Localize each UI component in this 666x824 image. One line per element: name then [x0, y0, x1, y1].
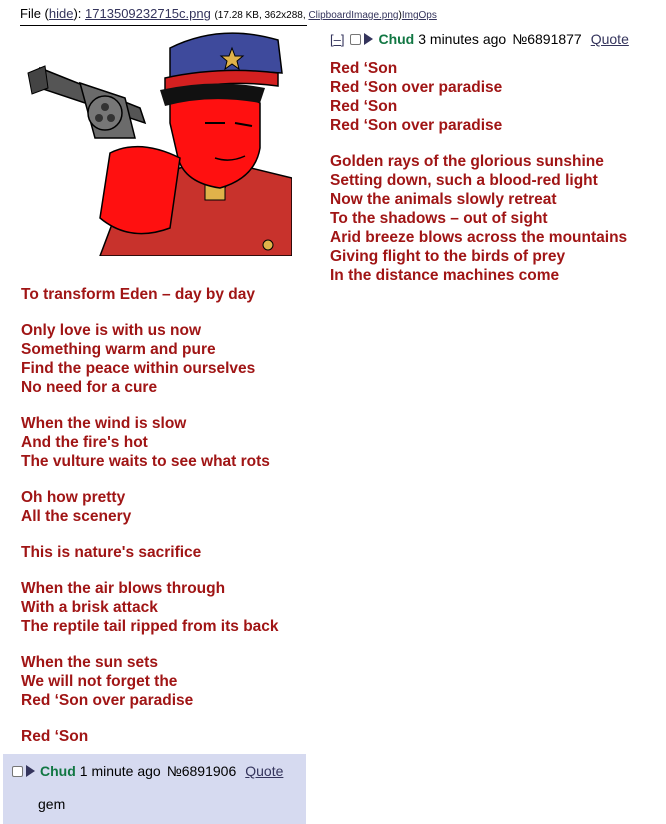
reply-number[interactable]: №6891906	[166, 763, 237, 779]
stanza	[21, 727, 279, 746]
reply-poster-name: Chud	[40, 763, 76, 779]
verse-line: And the fire's hot	[21, 434, 148, 451]
verse-line: When the sun sets	[21, 654, 158, 671]
file-info: File (hide): 1713509232715c.png (17.28 KB, 362x288, ClipboardImage.png)ImgOps	[20, 6, 437, 21]
stanza	[21, 488, 279, 526]
file-label: File (	[20, 6, 49, 21]
verse-line: To transform Eden – day by day	[21, 286, 255, 303]
verse-line: No need for a cure	[21, 379, 158, 396]
reply-header	[12, 763, 283, 779]
verse-line: Red ‘Son over paradise	[330, 79, 503, 96]
imgops-link[interactable]: ImgOps	[401, 10, 437, 21]
verse-line: Now the animals slowly retreat	[330, 191, 557, 208]
verse-line: Setting down, such a blood-red light	[330, 172, 598, 189]
reply-menu-triangle-icon[interactable]	[26, 765, 35, 777]
post-thumbnail[interactable]	[20, 28, 292, 256]
verse-line: With a brisk attack	[21, 599, 158, 616]
stanza	[21, 579, 279, 636]
verse-line: Red ‘Son	[330, 60, 398, 77]
file-meta: (17.28 KB, 362x288, ClipboardImage.png)ImgOps	[214, 10, 437, 21]
verse-line: When the wind is slow	[21, 415, 187, 432]
verse-line: Giving flight to the birds of prey	[330, 248, 566, 265]
verse-line: Oh how pretty	[21, 489, 126, 506]
verse-line: We will not forget the	[21, 673, 178, 690]
clipboard-image-link[interactable]: ClipboardImage.png	[308, 10, 399, 21]
post-menu-triangle-icon[interactable]	[364, 33, 373, 45]
verse-line: Arid breeze blows across the mountains	[330, 229, 628, 246]
stanza	[330, 59, 627, 135]
poster-name: Chud	[378, 31, 415, 47]
verse-line: Red ‘Son over paradise	[21, 692, 194, 709]
verse-line: To the shadows – out of sight	[330, 210, 548, 227]
quote-link[interactable]: Quote	[590, 31, 629, 47]
stanza	[21, 543, 279, 562]
reply-date: 1 minute ago	[79, 763, 161, 779]
stanza	[21, 285, 279, 304]
verse-line: This is nature's sacrifice	[21, 544, 202, 561]
verse-line: All the scenery	[21, 508, 132, 525]
verse-line: Find the peace within ourselves	[21, 360, 256, 377]
post-header	[330, 31, 629, 47]
verse-line: In the distance machines come	[330, 267, 560, 284]
reply-quote-link[interactable]: Quote	[245, 763, 284, 779]
post-number[interactable]: №6891877	[512, 31, 582, 47]
verse-line: Red ‘Son over paradise	[330, 117, 503, 134]
verse-line: The reptile tail ripped from its back	[21, 618, 279, 635]
reply-text: gem	[38, 796, 66, 812]
reply-checkbox[interactable]	[12, 766, 23, 777]
divider	[20, 25, 307, 26]
verse-line: When the air blows through	[21, 580, 226, 597]
post-body-right	[330, 59, 627, 302]
verse-line: The vulture waits to see what rots	[21, 453, 270, 470]
hide-link[interactable]: hide	[48, 6, 74, 21]
post-date: 3 minutes ago	[418, 31, 507, 47]
stanza	[21, 653, 279, 710]
stanza	[21, 321, 279, 397]
verse-line: Red ‘Son	[21, 728, 89, 745]
stanza	[330, 152, 627, 285]
stanza	[21, 414, 279, 471]
verse-line: Red ‘Son	[330, 98, 398, 115]
verse-line: Something warm and pure	[21, 341, 216, 358]
post-checkbox[interactable]	[350, 34, 361, 45]
verse-line: Golden rays of the glorious sunshine	[330, 153, 604, 170]
soldier-with-revolver-image	[20, 28, 292, 256]
verse-line: Only love is with us now	[21, 322, 201, 339]
post-body-left	[21, 285, 279, 763]
filename-link[interactable]: 1713509232715c.png	[85, 6, 211, 21]
collapse-toggle[interactable]: [–]	[330, 31, 345, 47]
